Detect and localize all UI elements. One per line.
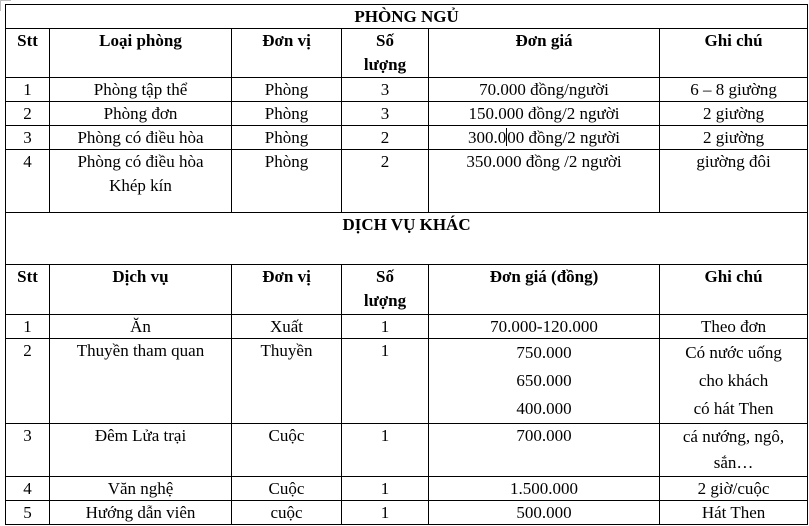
don-gia-line1: 750.000 bbox=[516, 343, 572, 362]
section-title-phong-ngu[interactable]: PHÒNG NGỦ bbox=[6, 5, 808, 29]
table-row bbox=[6, 315, 808, 339]
cell-don-vi[interactable]: cuộc bbox=[232, 501, 342, 525]
cell-don-vi[interactable]: Phòng bbox=[232, 150, 342, 213]
cell-ghi-chu[interactable]: 2 giờ/cuộc bbox=[660, 477, 808, 501]
cell-dich-vu[interactable]: Thuyền tham quan bbox=[50, 339, 232, 424]
header-so-luong-line1: Số bbox=[376, 267, 394, 286]
ghi-chu-line2: sắn… bbox=[713, 453, 754, 472]
cell-loai-phong[interactable] bbox=[50, 150, 232, 213]
header-so-luong[interactable] bbox=[342, 29, 429, 78]
cell-so-luong[interactable]: 1 bbox=[342, 315, 429, 339]
ghi-chu-line2: cho khách bbox=[698, 371, 769, 390]
table-row bbox=[6, 501, 808, 525]
cell-dich-vu[interactable]: Đêm Lửa trại bbox=[50, 424, 232, 477]
cell-stt[interactable]: 2 bbox=[6, 102, 50, 126]
section-title-dich-vu-khac[interactable]: DỊCH VỤ KHÁC bbox=[6, 213, 808, 265]
don-gia-text-after-caret: 00 đồng/2 người bbox=[507, 128, 620, 147]
cell-don-vi[interactable]: Xuất bbox=[232, 315, 342, 339]
don-gia-line3: 400.000 bbox=[516, 399, 572, 418]
cell-stt[interactable]: 4 bbox=[6, 150, 50, 213]
cell-don-gia[interactable]: 1.500.000 bbox=[429, 477, 660, 501]
ghi-chu-line3: có hát Then bbox=[693, 399, 774, 418]
cell-ghi-chu[interactable]: Hát Then bbox=[660, 501, 808, 525]
cell-so-luong[interactable]: 3 bbox=[342, 102, 429, 126]
cell-don-gia[interactable]: 150.000 đồng/2 người bbox=[429, 102, 660, 126]
cell-don-vi[interactable]: Cuộc bbox=[232, 424, 342, 477]
header-don-vi[interactable]: Đơn vị bbox=[232, 265, 342, 315]
cell-don-vi[interactable]: Phòng bbox=[232, 78, 342, 102]
cell-ghi-chu[interactable]: Theo đơn bbox=[660, 315, 808, 339]
cell-ghi-chu[interactable]: 2 giường bbox=[660, 102, 808, 126]
table-row bbox=[6, 78, 808, 102]
header-so-luong[interactable] bbox=[342, 265, 429, 315]
cell-ghi-chu[interactable]: giường đôi bbox=[660, 150, 808, 213]
loai-phong-line2: Khép kín bbox=[109, 176, 172, 195]
cell-so-luong[interactable]: 2 bbox=[342, 126, 429, 150]
don-gia-line2: 650.000 bbox=[516, 371, 572, 390]
cell-don-gia[interactable]: 700.000 bbox=[429, 424, 660, 477]
cell-don-gia[interactable] bbox=[429, 339, 660, 424]
cell-don-gia[interactable]: 70.000-120.000 bbox=[429, 315, 660, 339]
cell-don-vi[interactable]: Phòng bbox=[232, 102, 342, 126]
header-so-luong-line2: lượng bbox=[363, 55, 407, 74]
cell-so-luong[interactable]: 1 bbox=[342, 477, 429, 501]
header-don-vi[interactable]: Đơn vị bbox=[232, 29, 342, 78]
cell-loai-phong[interactable]: Phòng tập thể bbox=[50, 78, 232, 102]
cell-ghi-chu[interactable] bbox=[660, 424, 808, 477]
cell-dich-vu[interactable]: Văn nghệ bbox=[50, 477, 232, 501]
header-so-luong-line2: lượng bbox=[363, 291, 407, 310]
cell-so-luong[interactable]: 1 bbox=[342, 339, 429, 424]
table-header-row bbox=[6, 29, 808, 78]
cell-stt[interactable]: 1 bbox=[6, 315, 50, 339]
cell-so-luong[interactable]: 2 bbox=[342, 150, 429, 213]
cell-ghi-chu[interactable]: 6 – 8 giường bbox=[660, 78, 808, 102]
cell-ghi-chu[interactable] bbox=[660, 339, 808, 424]
header-stt[interactable]: Stt bbox=[6, 265, 50, 315]
header-ghi-chu[interactable]: Ghi chú bbox=[660, 29, 808, 78]
table-row bbox=[6, 150, 808, 213]
cell-dich-vu[interactable]: Hướng dẫn viên bbox=[50, 501, 232, 525]
header-so-luong-line1: Số bbox=[376, 31, 394, 50]
cell-don-vi[interactable]: Thuyền bbox=[232, 339, 342, 424]
header-don-gia[interactable]: Đơn giá (đồng) bbox=[429, 265, 660, 315]
table-row bbox=[6, 126, 808, 150]
cell-loai-phong[interactable]: Phòng đơn bbox=[50, 102, 232, 126]
header-stt[interactable]: Stt bbox=[6, 29, 50, 78]
cell-don-gia[interactable]: 500.000 bbox=[429, 501, 660, 525]
cell-so-luong[interactable]: 3 bbox=[342, 78, 429, 102]
cell-don-vi[interactable]: Cuộc bbox=[232, 477, 342, 501]
table-header-row bbox=[6, 265, 808, 315]
cell-stt[interactable]: 3 bbox=[6, 424, 50, 477]
table-row bbox=[6, 477, 808, 501]
cell-don-vi[interactable]: Phòng bbox=[232, 126, 342, 150]
cell-stt[interactable]: 2 bbox=[6, 339, 50, 424]
cell-don-gia[interactable]: 70.000 đồng/người bbox=[429, 78, 660, 102]
ghi-chu-line1: Có nước uống bbox=[685, 343, 782, 362]
cell-stt[interactable]: 5 bbox=[6, 501, 50, 525]
cell-stt[interactable]: 4 bbox=[6, 477, 50, 501]
header-don-gia[interactable]: Đơn giá bbox=[429, 29, 660, 78]
section-title-row bbox=[6, 5, 808, 29]
table-row bbox=[6, 339, 808, 424]
cell-stt[interactable]: 3 bbox=[6, 126, 50, 150]
section-title-row bbox=[6, 213, 808, 265]
cell-so-luong[interactable]: 1 bbox=[342, 424, 429, 477]
loai-phong-line1: Phòng có điều hòa bbox=[77, 152, 204, 171]
header-loai-phong[interactable]: Loại phòng bbox=[50, 29, 232, 78]
cell-don-gia[interactable]: 350.000 đồng /2 người bbox=[429, 150, 660, 213]
header-dich-vu[interactable]: Dịch vụ bbox=[50, 265, 232, 315]
table-row bbox=[6, 102, 808, 126]
cell-don-gia[interactable] bbox=[429, 126, 660, 150]
header-ghi-chu[interactable]: Ghi chú bbox=[660, 265, 808, 315]
cell-stt[interactable]: 1 bbox=[6, 78, 50, 102]
cell-ghi-chu[interactable]: 2 giường bbox=[660, 126, 808, 150]
don-gia-text-before-caret: 300.0 bbox=[468, 128, 507, 147]
price-list-table bbox=[5, 4, 808, 525]
ghi-chu-line1: cá nướng, ngô, bbox=[682, 427, 785, 446]
cell-so-luong[interactable]: 1 bbox=[342, 501, 429, 525]
cell-dich-vu[interactable]: Ăn bbox=[50, 315, 232, 339]
table-row bbox=[6, 424, 808, 477]
cell-loai-phong[interactable]: Phòng có điều hòa bbox=[50, 126, 232, 150]
